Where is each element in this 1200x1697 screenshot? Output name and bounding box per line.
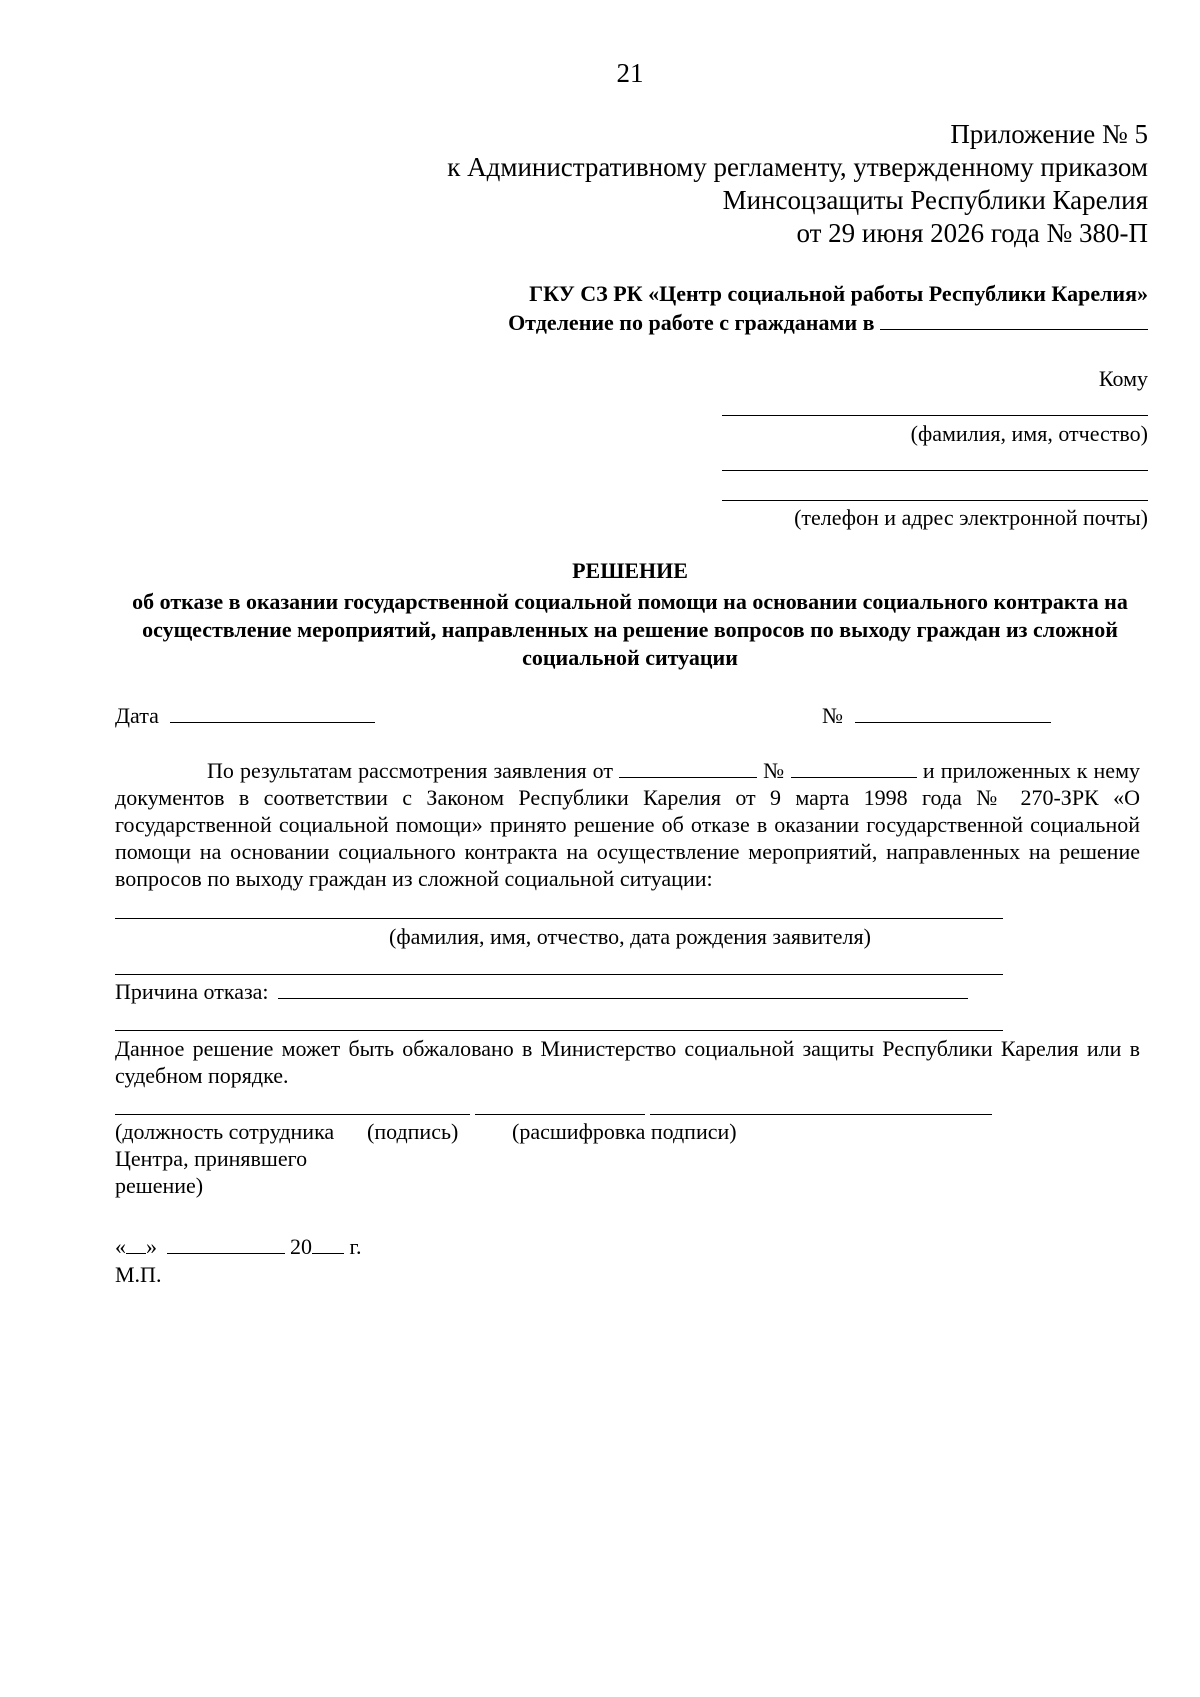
application-number-blank[interactable] — [791, 759, 917, 778]
position-caption: (должность сотрудника Центра, принявшего решение) — [115, 1119, 335, 1198]
recipient-contacts-caption: (телефон и адрес электронной почты) — [794, 505, 1148, 530]
date-close-quote: » — [146, 1234, 157, 1259]
year-prefix: 20 — [290, 1234, 312, 1259]
body-paragraph — [115, 757, 1140, 892]
position-signature-line[interactable] — [115, 1114, 470, 1115]
applicant-caption: (фамилия, имя, отчество, дата рождения заявителя) — [389, 924, 871, 949]
appendix-line-4: от 29 июня 2026 года № 380-П — [796, 218, 1148, 248]
para-no: № — [763, 758, 785, 783]
department-blank[interactable] — [880, 309, 1148, 330]
number-row — [822, 702, 1051, 729]
date-open-quote: « — [115, 1234, 126, 1259]
appeal-text: Данное решение может быть обжаловано в Министерство социальной защиты Республики Карелия или в судебном порядке. — [115, 1036, 1140, 1088]
appendix-line-1: Приложение № 5 — [950, 119, 1148, 149]
decision-title: РЕШЕНИЕ — [572, 558, 688, 583]
decoding-line[interactable] — [650, 1114, 992, 1115]
number-label: № — [822, 703, 843, 728]
footer-day-blank[interactable] — [126, 1235, 146, 1254]
year-suffix: г. — [349, 1234, 362, 1259]
footer-month-blank[interactable] — [167, 1235, 285, 1254]
footer-date-row — [115, 1233, 362, 1260]
decision-subtitle: об отказе в оказании государственной социальной помощи на основании социального контракта на осуществление мероприятий, направленных на решение вопросов по выходу граждан из сложной социальной ситуации — [132, 589, 1128, 670]
number-blank[interactable] — [855, 702, 1051, 723]
para-part-1: По результатам рассмотрения заявления от — [207, 758, 613, 783]
appendix-line-3: Минсоцзащиты Республики Карелия — [722, 185, 1148, 215]
recipient-contacts-line[interactable] — [722, 500, 1148, 501]
date-row — [115, 702, 375, 729]
page-number: 21 — [616, 58, 644, 88]
stamp-label: М.П. — [115, 1262, 162, 1287]
applicant-line[interactable] — [115, 918, 1003, 919]
department-label: Отделение по работе с гражданами в — [508, 310, 875, 335]
reason-label: Причина отказа: — [115, 979, 269, 1004]
date-label: Дата — [115, 703, 159, 728]
organization-name: ГКУ СЗ РК «Центр социальной работы Республики Карелия» — [529, 281, 1148, 306]
reason-row — [115, 978, 968, 1005]
recipient-to-label: Кому — [1098, 366, 1148, 391]
date-blank[interactable] — [170, 702, 375, 723]
department-row — [508, 309, 1148, 337]
recipient-fio-line[interactable] — [722, 415, 1148, 416]
footer-year-blank[interactable] — [312, 1235, 344, 1254]
signature-caption: (подпись) — [367, 1119, 459, 1144]
decoding-caption: (расшифровка подписи) — [512, 1119, 737, 1144]
application-date-blank[interactable] — [619, 759, 757, 778]
recipient-fio-caption: (фамилия, имя, отчество) — [910, 421, 1148, 446]
reason-blank[interactable] — [278, 978, 968, 999]
recipient-extra-line[interactable] — [722, 470, 1148, 471]
appendix-line-2: к Административному регламенту, утвержденному приказом — [447, 152, 1148, 182]
reason-extra-line[interactable] — [115, 1030, 1003, 1031]
para-part-2: и приложенных к нему документов в соответствии с Законом Республики Карелия от 9 марта 1998 года № 270-ЗРК «О государственной социальной помощи» принято решение об отказе в оказании государственной социальной помощи на основании социального контракта на осуществление мероприятий, направленных на решение вопросов по выходу граждан из сложной социальной ситуации: — [115, 758, 1140, 891]
applicant-extra-line[interactable] — [115, 974, 1003, 975]
signature-line[interactable] — [475, 1114, 645, 1115]
